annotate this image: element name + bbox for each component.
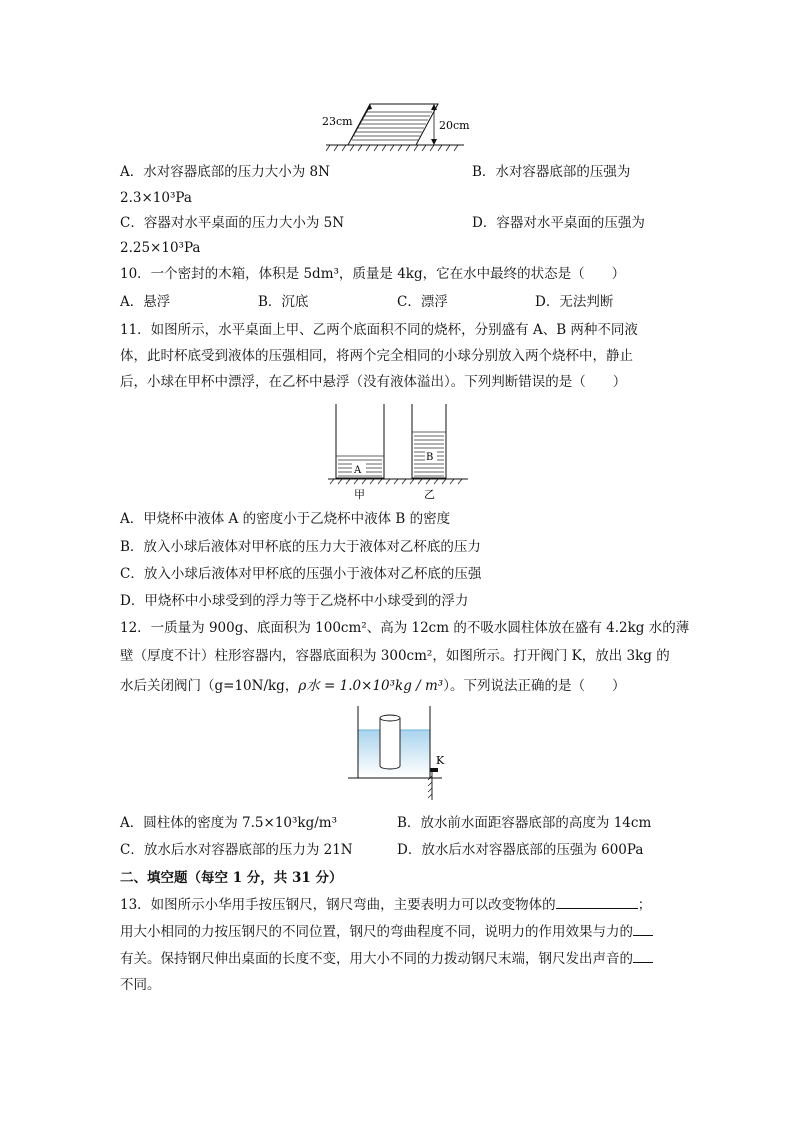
liquid-a-label: A [354,465,362,476]
water-density-formula: ρ水 = 1.0×10³kg / m³ [298,678,444,694]
q11-stem-line-2: 体，此时杯底受到液体的压强相同，将两个完全相同的小球分别放入两个烧杯中，静止 [120,348,633,364]
q10-stem: 10．一个密封的木箱，体积是 5dm³，质量是 4kg，它在水中最终的状态是（ ） [120,266,626,282]
q11-option-b: B．放入小球后液体对甲杯底的压力大于液体对乙杯底的压力 [120,539,481,555]
q12-option-d: D．放水后水对容器底部的压强为 600Pa [397,842,644,858]
q12-option-c: C．放水后水对容器底部的压力为 21N [120,842,353,858]
q12-container-valve-figure [346,704,456,804]
q12-option-b: B．放水前水面距容器底部的高度为 14cm [397,815,652,831]
q12-stem-line-2: 壁（厚度不计）柱形容器内，容器底面积为 300cm²，如图所示。打开阀门 K，放出 3kg 的 [120,648,670,664]
q12-stem-line-3-post: ）。下列说法正确的是（ ） [443,678,626,694]
beaker-yi-label: 乙 [424,488,435,501]
q13-blank-1 [556,894,638,909]
q11-option-d: D．甲烧杯中小球受到的浮力等于乙烧杯中小球受到的浮力 [120,593,469,609]
q9-option-c: C．容器对水平桌面的压力大小为 5N [120,215,345,231]
q11-option-a: A．甲烧杯中液体 A 的密度小于乙烧杯中液体 B 的密度 [120,511,451,527]
q10-option-c: C．漂浮 [397,294,448,310]
q11-stem-line-1: 11．如图所示，水平桌面上甲、乙两个底面积不同的烧杯，分别盛有 A、B 两种不同液 [120,322,638,338]
q13-line-2 [120,921,653,942]
height-label: 20cm [439,119,470,132]
q11-stem-line-3: 后，小球在甲杯中漂浮，在乙杯中悬浮（没有液体溢出）。下列判断错误的是（ ） [120,374,627,390]
q10-option-a: A．悬浮 [120,294,171,310]
q13-line-4: 不同。 [120,977,161,993]
q11-option-c: C．放入小球后液体对甲杯底的压强小于液体对乙杯底的压强 [120,566,482,582]
q12-stem-line-3 [120,676,625,696]
q12-stem-line-3-pre: 水后关闭阀门（g=10N/kg， [120,678,299,694]
section-2-heading: 二、填空题（每空 1 分，共 31 分） [120,870,343,886]
valve-k-label: K [436,754,445,767]
q13-line-2-text: 用大小相同的力按压钢尺的不同位置，钢尺的弯曲程度不同，说明力的作用效果与力的 [120,924,633,940]
liquid-b-label: B [426,452,434,463]
q10-option-b: B．沉底 [258,294,309,310]
q13-line-3-text: 有关。保持钢尺伸出桌面的长度不变，用大小不同的力拨动钢尺末端，钢尺发出声音的 [120,951,633,967]
q9-option-a: A．水对容器底部的压力大小为 8N [120,164,330,180]
q13-line-1-end: ； [637,897,652,913]
slant-length-label: 23cm [322,115,353,128]
q13-blank-3 [633,948,653,963]
q13-line-1 [120,894,651,915]
q10-option-d: D．无法判断 [535,294,614,310]
q13-line-3 [120,948,653,969]
q9-slanted-container-figure [318,98,478,156]
beaker-jia-label: 甲 [354,488,365,501]
q13-line-1-text: 13．如图所示小华用手按压钢尺，钢尺弯曲，主要表明力可以改变物体的 [120,897,556,913]
q9-option-b: B．水对容器底部的压强为 [472,164,631,180]
q11-beakers-figure [328,402,468,502]
q9-option-d-value: 2.25×10³Pa [120,240,201,256]
q9-option-d: D．容器对水平桌面的压强为 [472,215,645,231]
q12-option-a: A．圆柱体的密度为 7.5×10³kg/m³ [120,815,337,831]
q12-stem-line-1: 12．一质量为 900g、底面积为 100cm²、高为 12cm 的不吸水圆柱体放在盛有 4.2kg 水的薄 [120,620,690,636]
q9-option-b-value: 2.3×10³Pa [120,190,192,206]
q13-blank-2 [633,921,653,936]
